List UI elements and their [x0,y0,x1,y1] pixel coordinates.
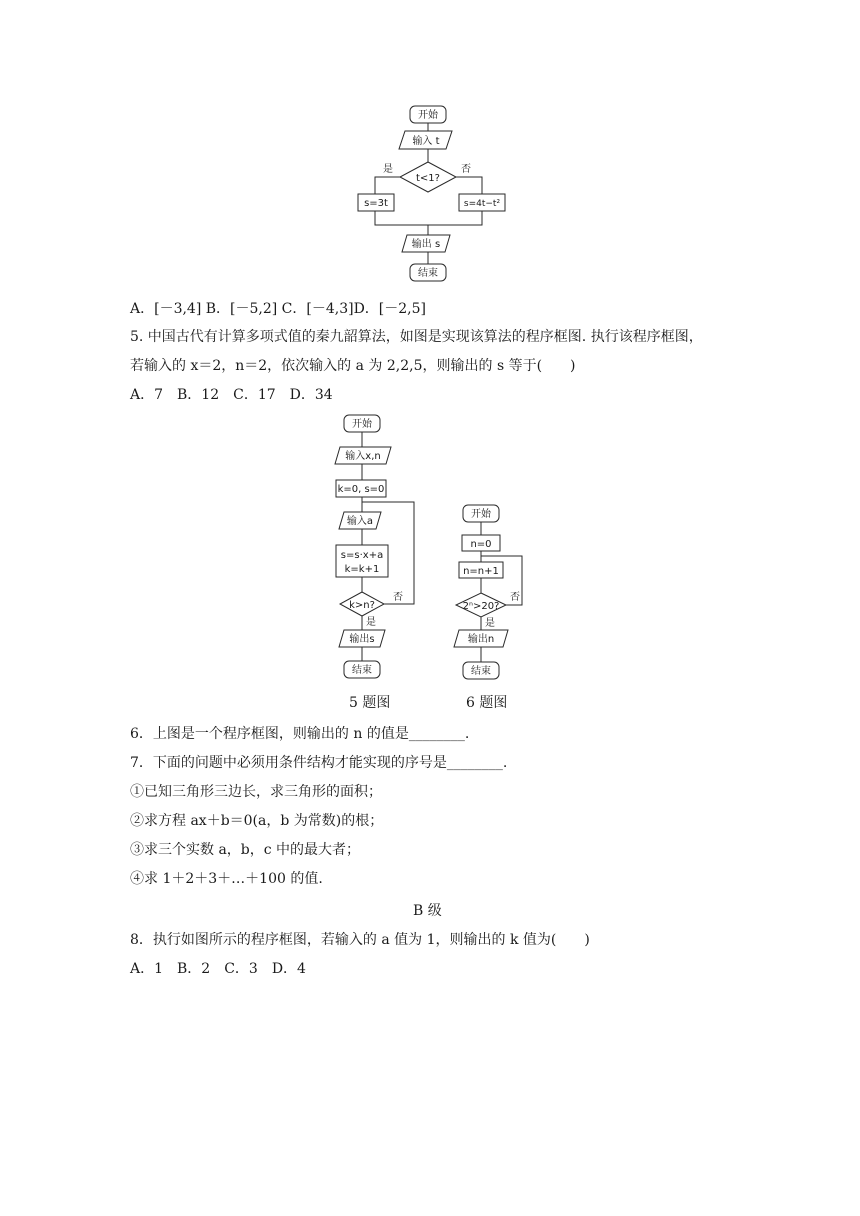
fc6-end-label: 结束 [471,666,491,677]
flowchart-q6 [440,500,540,688]
fc4-yes-label: 是 [383,164,393,175]
fc5-output-label: 输出s [349,634,375,645]
q5-stem-line1: 5. 中国古代有计算多项式值的秦九韶算法，如图是实现该算法的程序框图. 执行该程序框图， [130,329,703,345]
fc6-init-label: n=0 [470,539,492,550]
fc4-input-label: 输入 t [412,136,440,147]
flowchart-q4 [350,100,520,290]
q6-figure-caption: 6 题图 [466,695,508,711]
q8-stem: 8．执行如图所示的程序框图，若输入的 a 值为 1，则输出的 k 值为( ) [130,932,590,948]
fc5-process-line1: s=s·x+a [340,550,384,561]
q5-stem-line2: 若输入的 x＝2，n＝2，依次输入的 a 为 2,2,5，则输出的 s 等于( ) [130,358,576,374]
fc5-end-label: 结束 [352,665,372,676]
fc6-process-label: n=n+1 [463,566,499,577]
fc5-process-line2: k=k+1 [344,564,380,575]
q7-item-1: ①已知三角形三边长，求三角形的面积； [130,784,382,800]
fc5-input-a-label: 输入a [346,516,374,527]
q7-item-4: ④求 1＋2＋3＋…＋100 的值. [130,871,323,887]
fc4-start-label: 开始 [418,110,438,121]
fc5-decision-label: k>n? [349,600,375,611]
fc4-decision-label: t<1? [416,173,440,184]
flowchart-q5 [325,410,435,688]
fc6-yes-label: 是 [485,618,495,629]
fc6-no-label: 否 [510,592,520,603]
q7-item-3: ③求三个实数 a，b，c 中的最大者； [130,842,361,858]
fc4-end-label: 结束 [418,268,438,279]
q4-options: A．[－3,4] B．[－5,2] C．[－4,3]D．[－2,5] [130,301,426,317]
fc5-init-label: k=0, s=0 [337,484,385,495]
fc6-start-label: 开始 [471,509,491,520]
q7-item-2: ②求方程 ax＋b＝0(a，b 为常数)的根； [130,813,384,829]
fc4-left-label: s=3t [364,198,388,209]
fc4-output-label: 输出 s [411,239,441,250]
fc5-input-label: 输入x,n [345,451,381,462]
fc5-no-label: 否 [393,592,403,603]
section-b-heading: B 级 [413,903,442,919]
q7-stem: 7．下面的问题中必须用条件结构才能实现的序号是________. [130,755,508,771]
fc4-no-label: 否 [461,164,471,175]
fc5-start-label: 开始 [352,419,372,430]
fc6-output-label: 输出n [467,634,495,645]
q5-options: A．7 B．12 C．17 D．34 [130,387,333,403]
fc6-decision-label: 2ⁿ>20? [462,601,500,612]
fc4-right-label: s=4t−t² [463,199,501,209]
q6-question: 6．上图是一个程序框图，则输出的 n 的值是________. [130,726,470,742]
q5-figure-caption: 5 题图 [349,695,391,711]
q8-options: A．1 B．2 C．3 D．4 [130,961,306,977]
fc5-yes-label: 是 [366,617,376,628]
